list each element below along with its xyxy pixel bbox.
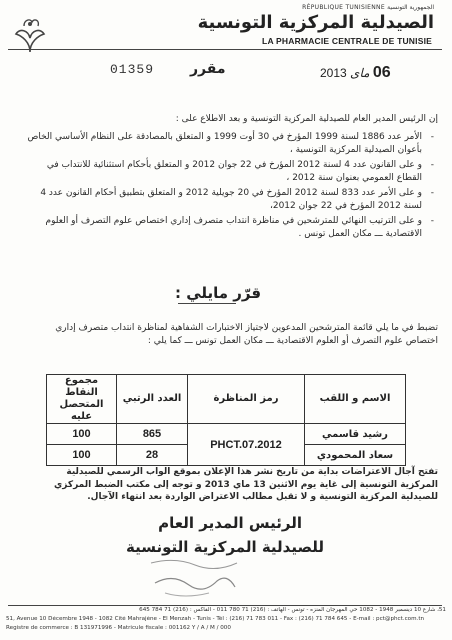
date-month: ماى [350,66,370,80]
candidates-table [46,374,406,466]
signatory-organization: للصيدلية المركزية التونسية [126,538,324,556]
footer-address-arabic: 51، شارع 10 ديسمبر 1948 - 1082 حي المهرجان المنزه - تونس - الهاتف : (216) 71 780 011 - الفاكس : (216) 71 784 645 [139,607,446,613]
header-rule [8,49,442,50]
document-date [320,64,391,82]
date-day: 06 [372,64,391,81]
document-title: مقرر [190,61,226,77]
decision-heading: قرّر مايلي : [175,284,262,302]
intro-paragraph: إن الرئيس المدير العام للصيدلية المركزية التونسية و بعد الاطلاع على : [175,114,438,124]
table-row [47,424,406,445]
signatory-title: الرئيس المدير العام [158,514,302,532]
competition-code: PHCT.07.2012 [188,424,305,466]
column-header-score: مجموع النقاط المتحصل عليه [47,375,117,424]
candidate-score: 100 [47,424,117,445]
candidate-rank: 865 [117,424,188,445]
objection-paragraph: تفتح آجال الاعتراضات بداية من تاريخ نشر هذا الإعلان بموقع الواب الرسمي للصيدلية المركزية التونسية إلى غاية يوم الاثنين 13 ماي 2013 و توجه إلى مكتب الضبط المركزي للصيدلية المركزية التونسية و لا تقبل مطالب الاعتراض الواردة بعد انتهاء الآجال. [53,467,438,502]
republic-label: RÉPUBLIQUE TUNISIENNE الجمهورية التونسية [302,4,434,11]
decision-underline [178,303,236,304]
reference-item: - و على القانون عدد 4 لسنة 2012 المؤرخ في 22 جوان 2012 و المتعلق بأحكام استثنائية للانتداب في القطاع العمومي بعنوان سنة 2012 ، [22,159,422,184]
document-number: 01359 [110,62,155,77]
date-year: 2013 [320,66,347,80]
footer-address-french: 51, Avenue 10 Décembre 1948 - 1082 Cité Mahrajène - El Menzah - Tunis - Tél : (216) 71 783 011 - Fax : (216) 71 784 645 - E-mail : pct@phct.com.tn [6,616,425,622]
candidate-name: رشيد قاسمي [305,424,406,445]
reference-item: - و على الأمر عدد 833 لسنة 2012 المؤرخ في 20 جويلية 2012 و المتعلق بتطبيق أحكام القانون عدد 4 لسنة 2012 المؤرخ في 22 جوان 2012، [22,187,422,212]
column-header-rank: العدد الرتبي [117,375,188,424]
candidate-name: سعاد المحمودي [305,445,406,466]
org-name-french: LA PHARMACIE CENTRALE DE TUNISIE [262,36,432,46]
column-header-name: الاسم و اللقب [305,375,406,424]
column-header-code: رمز المناظرة [188,375,305,424]
candidate-rank: 28 [117,445,188,466]
footer-rule [8,605,442,606]
reference-item: - و على الترتيب النهائي للمترشحين في مناظرة انتداب متصرف إداري اختصاص علوم التصرف أو العلوم الاقتصادية ـــ مكان العمل تونس . [22,215,422,240]
reference-list [22,131,436,243]
footer-registration: Registre de commerce : B 131971996 - Matricule fiscale : 001162 Y / A / M / 000 [6,625,231,631]
reference-item: - الأمر عدد 1886 لسنة 1999 المؤرخ في 30 أوت 1999 و المتعلق بالمصادقة على النظام الأساسي الخاص بأعوان الصيدلية المركزية التونسية ، [22,131,422,156]
table-header-row [47,375,406,424]
candidate-score: 100 [47,445,117,466]
signature-mark [145,553,241,601]
decision-paragraph: تضبط في ما يلي قائمة المترشحين المدعوين لاجتياز الاختبارات الشفاهية لمناظرة انتداب متصرف إداري اختصاص علوم التصرف أو العلوم الاقتصادية ـــ مكان العمل تونس ـــ كما يلي : [55,323,438,346]
org-name-arabic: الصيدلية المركزية التونسية [197,12,434,33]
